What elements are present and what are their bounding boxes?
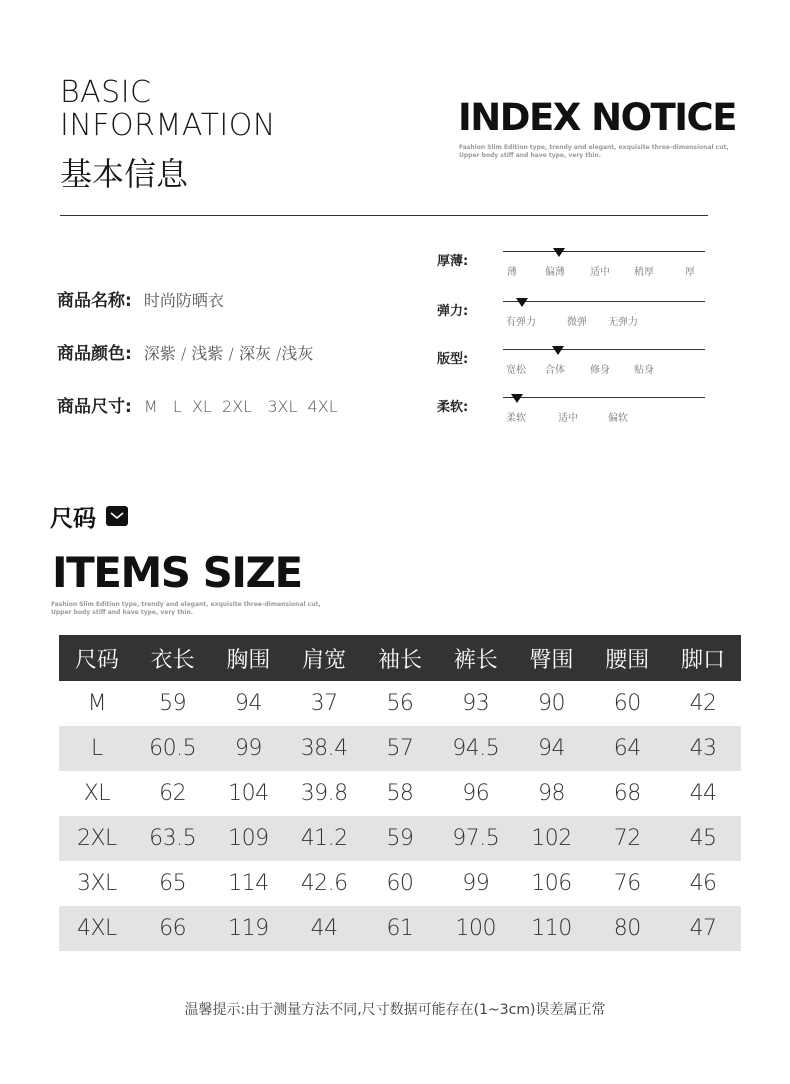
table-cell: 56 xyxy=(386,691,414,716)
items-size-subtitle: Fashion Slim Edition type, trendy and elegant, exquisite three-dimensional cut, Upper body stiff and have type, very thin. xyxy=(51,601,321,616)
table-cell: 114 xyxy=(228,871,269,896)
table-cell: 4XL xyxy=(59,906,135,951)
scale-elasticity-option: 微弹 xyxy=(567,317,587,328)
col-header: 腰围 xyxy=(589,635,665,681)
footer-note: 温馨提示:由于测量方法不同,尺寸数据可能存在(1~3cm)误差属正常 xyxy=(184,1002,606,1018)
table-cell: 44 xyxy=(286,906,362,951)
table-cell: L xyxy=(59,726,135,771)
table-cell: 66 xyxy=(135,906,211,951)
col-header: 肩宽 xyxy=(286,635,362,681)
table-cell: 46 xyxy=(689,871,717,896)
table-row xyxy=(59,906,741,951)
table-cell: 80 xyxy=(589,906,665,951)
product-name-value: 时尚防晒衣 xyxy=(143,291,224,310)
table-cell: 47 xyxy=(665,906,741,951)
table-header-row xyxy=(59,635,741,681)
scale-softness-line xyxy=(503,397,705,398)
scale-thickness-option: 薄 xyxy=(507,267,517,278)
table-cell: 94.5 xyxy=(438,726,514,771)
scale-softness-marker xyxy=(511,394,523,403)
table-row xyxy=(59,861,741,906)
col-header: 裤长 xyxy=(438,635,514,681)
col-header: 袖长 xyxy=(362,635,438,681)
table-cell: 109 xyxy=(211,816,287,861)
scale-thickness-option: 适中 xyxy=(590,267,610,278)
product-color-label: 商品颜色: xyxy=(57,344,132,364)
scale-elasticity-label: 弹力: xyxy=(437,304,469,319)
scale-fit-option: 宽松 xyxy=(506,365,526,376)
col-header: 胸围 xyxy=(211,635,287,681)
product-size-label: 商品尺寸: xyxy=(57,397,132,417)
table-cell: 94 xyxy=(234,691,262,716)
table-cell: 96 xyxy=(462,781,490,806)
scale-softness-option: 偏软 xyxy=(608,413,628,424)
table-cell: 63.5 xyxy=(135,816,211,861)
table-cell: 99 xyxy=(211,726,287,771)
product-color-row xyxy=(57,339,313,364)
product-size-value: M L XL 2XL 3XL 4XL xyxy=(143,397,338,416)
table-cell: 97.5 xyxy=(438,816,514,861)
scale-thickness-label: 厚薄: xyxy=(437,254,469,269)
table-row xyxy=(59,771,741,816)
table-cell: 119 xyxy=(211,906,287,951)
product-size-row xyxy=(57,392,338,417)
table-cell: 58 xyxy=(386,781,414,806)
table-cell: 99 xyxy=(462,871,490,896)
table-row xyxy=(59,816,741,861)
product-name-row xyxy=(57,286,224,311)
table-cell: 90 xyxy=(537,691,565,716)
scale-softness-option: 适中 xyxy=(558,413,578,424)
table-cell: 38.4 xyxy=(286,726,362,771)
table-cell: 102 xyxy=(514,816,590,861)
scale-elasticity-option: 有弹力 xyxy=(506,317,536,328)
size-table xyxy=(59,635,741,951)
index-notice-title: INDEX NOTICE xyxy=(458,96,736,139)
scale-elasticity-marker xyxy=(516,298,528,307)
table-cell: 62 xyxy=(159,781,187,806)
table-cell: 60 xyxy=(613,691,641,716)
table-cell: 104 xyxy=(228,781,269,806)
scale-fit-option: 合体 xyxy=(545,365,565,376)
table-cell: 37 xyxy=(310,691,338,716)
scale-fit-marker xyxy=(552,346,564,355)
scale-thickness-option: 稍厚 xyxy=(634,267,654,278)
table-cell: 72 xyxy=(589,816,665,861)
scale-fit-option: 贴身 xyxy=(634,365,654,376)
scale-softness-option: 柔软 xyxy=(506,413,526,424)
table-cell: 59 xyxy=(159,691,187,716)
basic-information-title: BASIC INFORMATION xyxy=(60,75,276,143)
scale-elasticity-line xyxy=(503,301,705,302)
table-cell: 65 xyxy=(159,871,187,896)
col-header: 尺码 xyxy=(59,635,135,681)
col-header: 脚口 xyxy=(665,635,741,681)
index-notice-subtitle: Fashion Slim Edition type, trendy and elegant, exquisite three-dimensional cut, Upper body stiff and have type, very thin. xyxy=(459,144,729,159)
scale-fit-label: 版型: xyxy=(437,352,469,367)
size-title-cn: 尺码 xyxy=(50,506,96,532)
table-cell: 94 xyxy=(514,726,590,771)
basic-information-title-cn: 基本信息 xyxy=(60,155,189,193)
table-row xyxy=(59,726,741,771)
table-cell: M xyxy=(87,691,107,716)
divider xyxy=(60,215,708,216)
scale-fit-line xyxy=(503,349,705,350)
envelope-icon xyxy=(106,506,128,526)
table-cell: 61 xyxy=(362,906,438,951)
table-cell: 64 xyxy=(589,726,665,771)
scale-thickness-option: 厚 xyxy=(685,267,695,278)
table-cell: XL xyxy=(83,781,111,806)
table-cell: 60.5 xyxy=(135,726,211,771)
table-cell: 41.2 xyxy=(286,816,362,861)
scale-thickness-marker xyxy=(553,248,565,257)
table-cell: 100 xyxy=(438,906,514,951)
scale-thickness-line xyxy=(503,251,705,252)
table-cell: 57 xyxy=(362,726,438,771)
scale-fit-option: 修身 xyxy=(590,365,610,376)
table-cell: 93 xyxy=(462,691,490,716)
product-color-value: 深紫 / 浅紫 / 深灰 /浅灰 xyxy=(143,344,314,363)
table-cell: 2XL xyxy=(59,816,135,861)
table-cell: 43 xyxy=(665,726,741,771)
table-cell: 42.6 xyxy=(300,871,348,896)
col-header: 衣长 xyxy=(135,635,211,681)
table-cell: 42 xyxy=(689,691,717,716)
table-cell: 110 xyxy=(514,906,590,951)
table-cell: 3XL xyxy=(76,871,117,896)
table-cell: 44 xyxy=(689,781,717,806)
scale-softness-label: 柔软: xyxy=(437,400,469,415)
table-row xyxy=(59,681,741,726)
table-cell: 39.8 xyxy=(300,781,348,806)
product-name-label: 商品名称: xyxy=(57,291,132,311)
items-size-title: ITEMS SIZE xyxy=(52,548,302,597)
table-cell: 98 xyxy=(537,781,565,806)
scale-elasticity-option: 无弹力 xyxy=(608,317,638,328)
table-cell: 106 xyxy=(531,871,572,896)
table-cell: 76 xyxy=(613,871,641,896)
table-cell: 45 xyxy=(665,816,741,861)
table-cell: 68 xyxy=(613,781,641,806)
col-header: 臀围 xyxy=(514,635,590,681)
table-cell: 59 xyxy=(362,816,438,861)
table-cell: 60 xyxy=(386,871,414,896)
scale-thickness-option: 偏薄 xyxy=(545,267,565,278)
